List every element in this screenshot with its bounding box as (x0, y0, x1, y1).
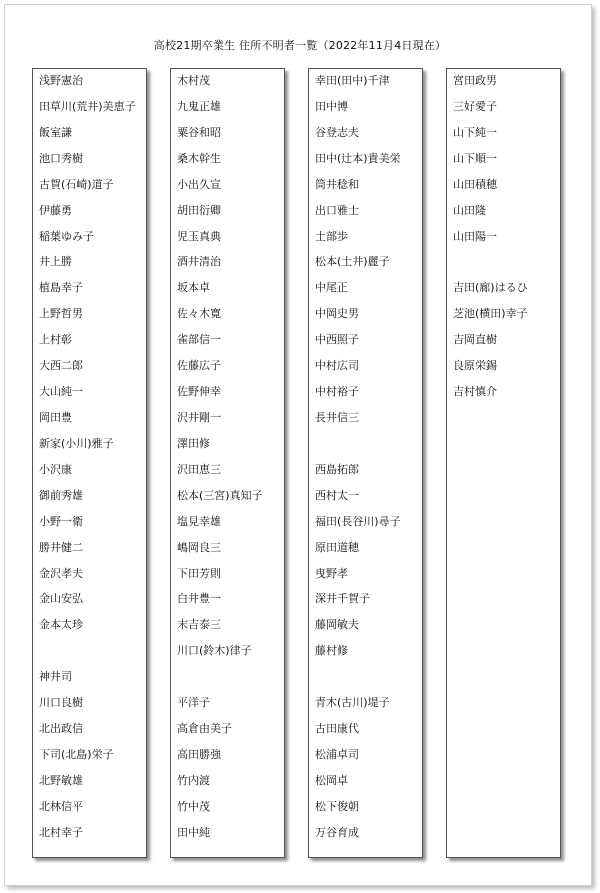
spacer (315, 435, 401, 461)
name-entry: 井上勝 (39, 255, 72, 269)
name-entry: 田中純 (177, 825, 210, 839)
name-entry: 平洋子 (177, 696, 210, 710)
name-entry: 小出久宣 (177, 177, 221, 191)
name-entry: 岡田豊 (39, 410, 72, 424)
name-entry: 北出政信 (39, 722, 83, 736)
name-entry: 桑木幹生 (177, 151, 221, 165)
name-entry: 古賀(石崎)道子 (39, 177, 114, 191)
name-entry: 田中博 (315, 99, 348, 113)
name-entry: 松本(土井)麗子 (315, 255, 390, 269)
name-entry: 中岡史男 (315, 307, 359, 321)
name-entry: 三好愛子 (453, 99, 497, 113)
name-entry: 御前秀雄 (39, 488, 83, 502)
name-entry: 松本(三宮)真知子 (177, 488, 263, 502)
name-entry: 藤村修 (315, 644, 348, 658)
name-entry: 粟谷和昭 (177, 125, 221, 139)
name-entry: 九鬼正雄 (177, 99, 221, 113)
name-list (453, 72, 528, 409)
name-entry: 幸田(田中)千津 (315, 74, 390, 87)
name-entry: 吉岡直樹 (453, 333, 497, 347)
name-entry: 中村広司 (315, 359, 359, 373)
name-entry: 木村茂 (177, 74, 210, 87)
name-entry: 植島幸子 (39, 281, 83, 295)
name-entry: 神井司 (39, 670, 72, 684)
name-entry: 竹中茂 (177, 799, 210, 813)
name-entry: 沢田恵三 (177, 462, 221, 476)
name-entry: 稲葉ゆみ子 (39, 229, 94, 243)
name-entry: 上野哲男 (39, 307, 83, 321)
name-entry: 西村太一 (315, 488, 359, 502)
name-entry: 高田勝強 (177, 747, 221, 761)
name-entry: 深井千賀子 (315, 592, 370, 606)
name-entry: 沢井剛一 (177, 410, 221, 424)
name-entry: 白井豊一 (177, 592, 221, 606)
name-entry: 藤岡敏夫 (315, 618, 359, 632)
name-list (39, 72, 136, 850)
name-entry: 山田積穂 (453, 177, 497, 191)
name-column-3 (308, 68, 423, 858)
name-entry: 土部歩 (315, 229, 348, 243)
name-entry: 松下俊朝 (315, 799, 359, 813)
name-entry: 北村幸子 (39, 825, 83, 839)
name-entry: 嶋岡良三 (177, 540, 221, 554)
name-entry: 芝池(横田)幸子 (453, 307, 528, 321)
name-entry: 佐々木寛 (177, 307, 221, 321)
name-entry: 佐野伸幸 (177, 385, 221, 399)
name-entry: 雀部信一 (177, 333, 221, 347)
name-entry: 青木(古川)堤子 (315, 696, 390, 710)
name-entry: 金山安弘 (39, 592, 83, 606)
name-entry: 佐藤広子 (177, 359, 221, 373)
name-entry: 北野敏雄 (39, 773, 83, 787)
name-entry: 酒井清治 (177, 255, 221, 269)
name-entry: 山下順一 (453, 151, 497, 165)
name-entry: 下田芳則 (177, 566, 221, 580)
name-entry: 浅野憲治 (39, 74, 83, 87)
spacer (453, 253, 528, 279)
name-entry: 高倉由美子 (177, 722, 232, 736)
name-entry: 万谷育成 (315, 825, 359, 839)
name-entry: 古田康代 (315, 722, 359, 736)
spacer (177, 668, 263, 694)
name-entry: 金本太珍 (39, 618, 83, 632)
name-entry: 松岡卓 (315, 773, 348, 787)
name-entry: 中村裕子 (315, 385, 359, 399)
name-entry: 新家(小川)雅子 (39, 436, 114, 450)
name-entry: 伊藤勇 (39, 203, 72, 217)
name-entry: 谷登志夫 (315, 125, 359, 139)
name-entry: 原田道穂 (315, 540, 359, 554)
name-entry: 下司(北島)栄子 (39, 747, 114, 761)
name-entry: 宮田政男 (453, 74, 497, 87)
page-title: 高校21期卒業生 住所不明者一覧（2022年11月4日現在） (153, 39, 447, 52)
name-entry: 金沢孝夫 (39, 566, 83, 580)
name-entry: 福田(長谷川)尋子 (315, 514, 401, 528)
name-entry: 川口良樹 (39, 696, 83, 710)
name-entry: 末吉泰三 (177, 618, 221, 632)
name-entry: 西島拓郎 (315, 462, 359, 476)
name-entry: 田草川(荒井)美恵子 (39, 99, 136, 113)
name-entry: 吉村慎介 (453, 385, 497, 399)
spacer (315, 668, 401, 694)
name-entry: 山田陽一 (453, 229, 497, 243)
name-column-1 (32, 68, 147, 858)
name-entry: 良原栄錫 (453, 359, 497, 373)
name-entry: 大山純一 (39, 385, 83, 399)
name-entry: 胡田衍卿 (177, 203, 221, 217)
name-entry: 北林信平 (39, 799, 83, 813)
name-entry: 児玉真典 (177, 229, 221, 243)
spacer (39, 642, 136, 668)
name-entry: 田中(辻本)貴美栄 (315, 151, 401, 165)
name-entry: 上村彰 (39, 333, 72, 347)
name-entry: 塩見幸雄 (177, 514, 221, 528)
name-entry: 山田隆 (453, 203, 486, 217)
name-entry: 竹内渡 (177, 773, 210, 787)
name-entry: 松浦卓司 (315, 747, 359, 761)
name-entry: 長井信三 (315, 410, 359, 424)
name-column-2 (170, 68, 285, 858)
name-entry: 大西二郎 (39, 359, 83, 373)
name-entry: 小沢康 (39, 462, 72, 476)
name-entry: 中西照子 (315, 333, 359, 347)
name-entry: 筒井稔和 (315, 177, 359, 191)
name-entry: 坂本卓 (177, 281, 210, 295)
name-entry: 川口(鈴木)律子 (177, 644, 252, 658)
name-entry: 山下純一 (453, 125, 497, 139)
name-entry: 吉田(廊)はるひ (453, 281, 528, 295)
name-entry: 曳野孝 (315, 566, 348, 580)
name-entry: 中尾正 (315, 281, 348, 295)
name-entry: 澤田修 (177, 436, 210, 450)
name-entry: 飯室謙 (39, 125, 72, 139)
name-entry: 小野一衛 (39, 514, 83, 528)
name-list (315, 72, 401, 850)
name-column-4 (446, 68, 561, 858)
name-entry: 池口秀樹 (39, 151, 83, 165)
name-entry: 出口雅士 (315, 203, 359, 217)
name-list (177, 72, 263, 850)
name-entry: 勝井健二 (39, 540, 83, 554)
